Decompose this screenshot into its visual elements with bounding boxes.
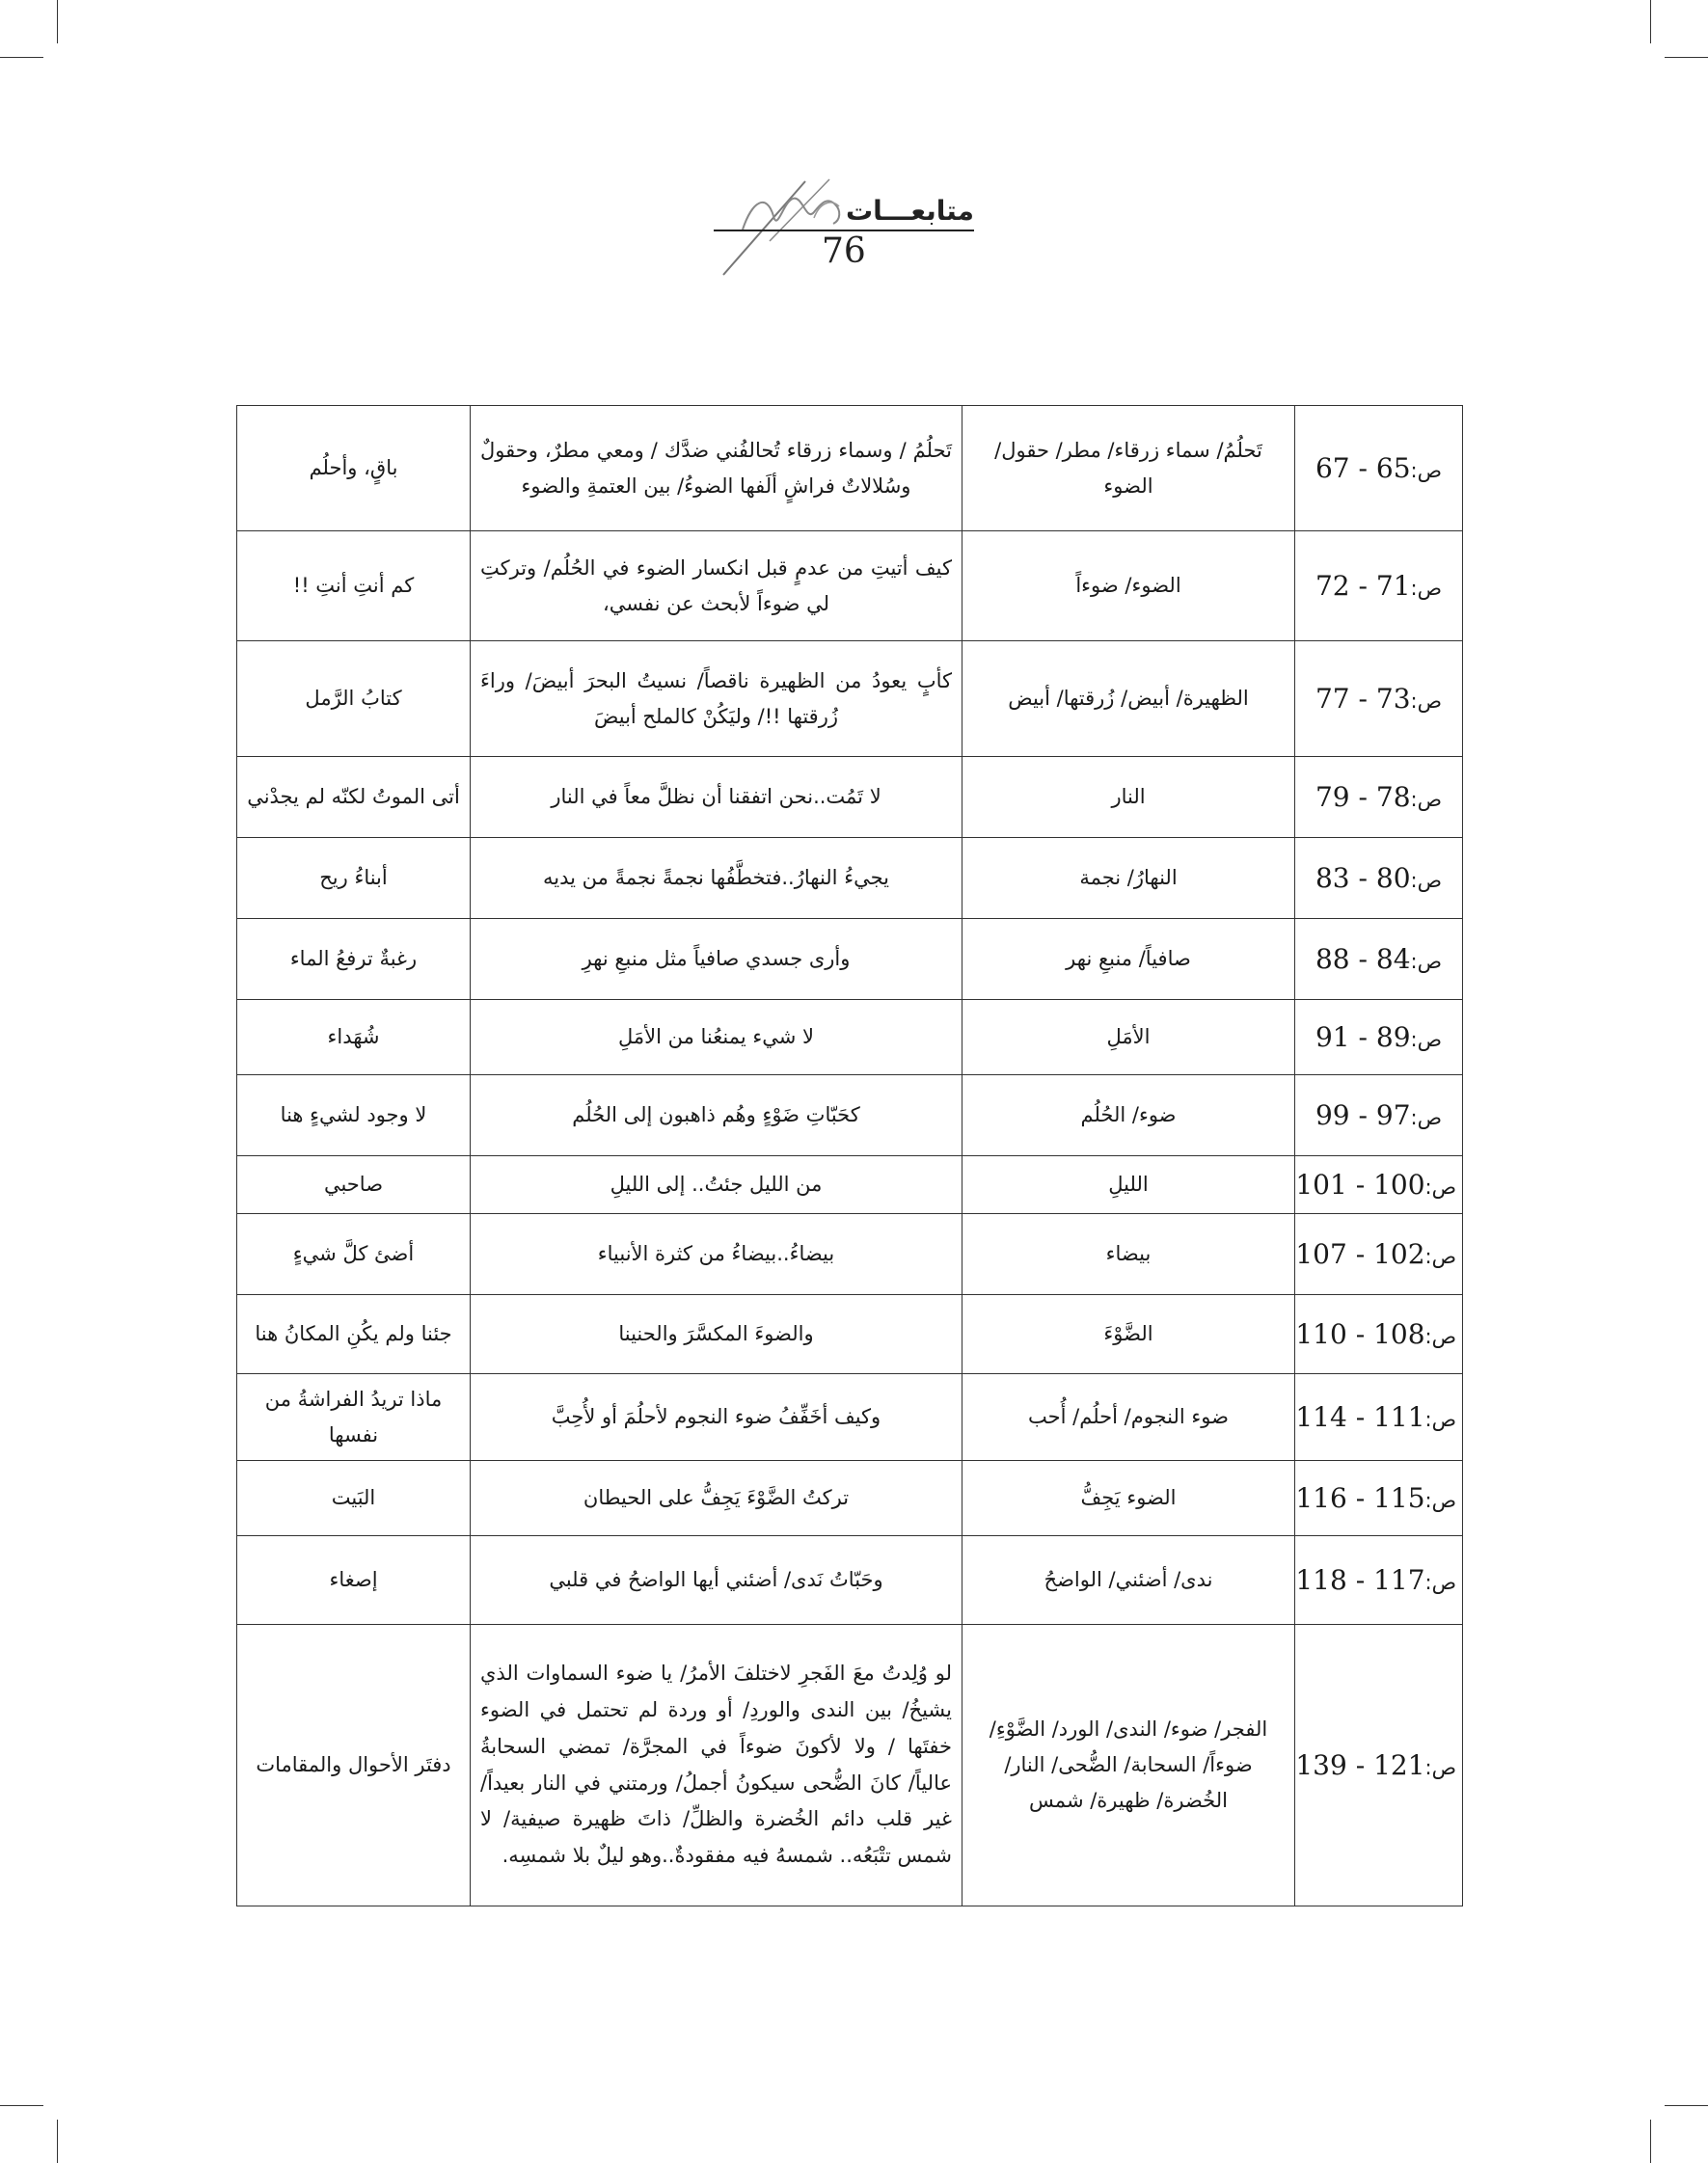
keywords-cell: النار <box>962 757 1295 838</box>
table-row <box>237 1075 1463 1156</box>
table-row <box>237 531 1463 641</box>
table-row <box>237 838 1463 919</box>
table-row <box>237 1214 1463 1295</box>
crop-mark <box>1665 57 1708 58</box>
quote-cell: تَحلُمُ / وسماء زرقاء تُحالفُني ضدَّك / ومعي مطرٌ، وحقولٌ وسُلالاتٌ فراشٍ ألَفها الضوءُ/ بين العتمةِ والضوء <box>471 406 962 531</box>
table-row <box>237 1536 1463 1625</box>
keywords-cell: بيضاء <box>962 1214 1295 1295</box>
quote-cell: كيف أتيتِ من عدمٍ قبل انكسار الضوء في الحُلُم/ وتركتِ لي ضوءاً لأبحث عن نفسي، <box>471 531 962 641</box>
page-prefix: ص: <box>1410 1106 1442 1129</box>
page-prefix: ص: <box>1410 950 1442 973</box>
quote-cell: بيضاءُ..بيضاءُ من كثرة الأنبياء <box>471 1214 962 1295</box>
page-number: 76 <box>822 231 866 271</box>
poem-title-cell: أبناءُ ريح <box>237 838 471 919</box>
crop-mark <box>57 0 58 43</box>
page-range: 100 - 101 <box>1295 1169 1425 1201</box>
keywords-cell: ندى/ أضئني/ الواضحُ <box>962 1536 1295 1625</box>
poem-title-cell: كتابُ الرَّمل <box>237 641 471 757</box>
page-prefix: ص: <box>1424 1408 1456 1431</box>
quote-cell: يجيءُ النهارُ..فتخطَّفُها نجمةً نجمةً من يديه <box>471 838 962 919</box>
poems-table <box>236 405 1463 1906</box>
quote-cell: كحَبّاتِ ضَوْءٍ وهُم ذاهبون إلى الحُلُم <box>471 1075 962 1156</box>
poem-title-cell: دفتَر الأحوال والمقامات <box>237 1625 471 1906</box>
quote-cell: من الليل جئتُ.. إلى الليلِ <box>471 1156 962 1214</box>
poem-title-cell: لا وجود لشيءٍ هنا <box>237 1075 471 1156</box>
poem-title-cell: كم أنتِ أنتِ !! <box>237 531 471 641</box>
keywords-cell: ضوء النجوم/ أحلُم/ أُحب <box>962 1374 1295 1461</box>
keywords-cell: الضوء/ ضوءاً <box>962 531 1295 641</box>
crop-mark <box>1665 2105 1708 2106</box>
pages-cell <box>1295 919 1463 1000</box>
page-prefix: ص: <box>1424 1489 1456 1512</box>
keywords-cell: الضَّوْءَ <box>962 1295 1295 1374</box>
keywords-cell: النهارُ/ نجمة <box>962 838 1295 919</box>
page-prefix: ص: <box>1424 1245 1456 1268</box>
page-prefix: ص: <box>1410 1028 1442 1051</box>
poem-title-cell: شُهَداء <box>237 1000 471 1075</box>
page-range: 65 - 67 <box>1315 452 1411 484</box>
table-row <box>237 1374 1463 1461</box>
crop-mark <box>1650 2120 1651 2163</box>
quote-cell: لو وُلِدتُ معَ الفَجرِ لاختلفَ الأمرُ/ يا ضوء السماوات الذي يشيخُ/ بين الندى والوردِ/ أو وردة لم تحتمل في الضوء خفتَها / ولا لأكونَ ضوءاً في المجرَّة/ تمضي السحابةُ عالياً/ كانَ الضُّحى سيكونُ أجملُ/ ورمتني في النار بعيداً/ غير قلب دائم الخُضرة والظلِّ/ ذاتَ ظهيرة صيفية/ لا شمس تتْبَعُه.. شمسهُ فيه مفقودةٌ..وهو ليلٌ بلا شمسِه. <box>471 1625 962 1906</box>
page-range: 71 - 72 <box>1315 570 1411 602</box>
quote-cell: وكيف أخَفِّفُ ضوء النجوم لأحلُمَ أو لأُحِبَّ <box>471 1374 962 1461</box>
keywords-cell: الأمَلِ <box>962 1000 1295 1075</box>
crop-mark <box>0 2105 43 2106</box>
section-title: متابعـــات <box>846 195 974 227</box>
crop-mark <box>1650 0 1651 43</box>
page-range: 115 - 116 <box>1295 1482 1425 1514</box>
page-prefix: ص: <box>1410 689 1442 713</box>
pages-cell <box>1295 1625 1463 1906</box>
page-prefix: ص: <box>1410 577 1442 600</box>
pages-cell <box>1295 406 1463 531</box>
page-range: 111 - 114 <box>1295 1401 1425 1433</box>
page-prefix: ص: <box>1424 1571 1456 1594</box>
pages-cell <box>1295 1156 1463 1214</box>
page-range: 73 - 77 <box>1315 683 1411 715</box>
table-row <box>237 757 1463 838</box>
poem-title-cell: أتى الموتُ لكنّه لم يجدْني <box>237 757 471 838</box>
poem-title-cell: البَيت <box>237 1461 471 1536</box>
poem-title-cell: رغبةٌ ترفعُ الماء <box>237 919 471 1000</box>
keywords-cell: تَحلُمُ/ سماء زرقاء/ مطر/ حقول/ الضوء <box>962 406 1295 531</box>
keywords-cell: صافياً/ منبعِ نهر <box>962 919 1295 1000</box>
page-prefix: ص: <box>1410 788 1442 811</box>
keywords-cell: ضوء/ الحُلُم <box>962 1075 1295 1156</box>
pages-cell <box>1295 1295 1463 1374</box>
poem-title-cell: باقٍ، وأحلُم <box>237 406 471 531</box>
poem-title-cell: ماذا تريدُ الفراشةُ من نفسها <box>237 1374 471 1461</box>
page-range: 97 - 99 <box>1315 1099 1411 1131</box>
page-prefix: ص: <box>1410 459 1442 482</box>
page-range: 80 - 83 <box>1315 862 1411 894</box>
table-row <box>237 1461 1463 1536</box>
poem-title-cell: صاحبي <box>237 1156 471 1214</box>
quote-cell: وأرى جسدي صافياً مثل منبعِ نهرِ <box>471 919 962 1000</box>
page-prefix: ص: <box>1410 869 1442 892</box>
table-row <box>237 1295 1463 1374</box>
page-prefix: ص: <box>1424 1756 1456 1779</box>
table-row <box>237 641 1463 757</box>
crop-mark <box>57 2120 58 2163</box>
keywords-cell: الليلِ <box>962 1156 1295 1214</box>
page-range: 102 - 107 <box>1295 1238 1425 1270</box>
poem-title-cell: جئنا ولم يكُنِ المكانُ هنا <box>237 1295 471 1374</box>
quote-cell: تركتُ الضَّوْءَ يَجِفُّ على الحيطان <box>471 1461 962 1536</box>
page-prefix: ص: <box>1424 1176 1456 1199</box>
table-row <box>237 406 1463 531</box>
page-range: 78 - 79 <box>1315 781 1411 813</box>
quote-cell: كأبٍ يعودُ من الظهيرة ناقصاً/ نسيتُ البحرَ أبيضَ/ وراءَ زُرقتها !!/ وليَكُنْ كالملح أبيضَ <box>471 641 962 757</box>
keywords-cell: الفجر/ ضوء/ الندى/ الورد/ الضَّوْءِ/ ضوءاً/ السحابة/ الضُّحى/ النار/ الخُضرة/ ظهيرة/ شمس <box>962 1625 1295 1906</box>
crop-mark <box>0 57 43 58</box>
pages-cell <box>1295 1000 1463 1075</box>
poem-title-cell: إصغاء <box>237 1536 471 1625</box>
poem-title-cell: أضئ كلَّ شيءٍ <box>237 1214 471 1295</box>
quote-cell: وحَبّاتُ نَدى/ أضئني أيها الواضحُ في قلبي <box>471 1536 962 1625</box>
pages-cell <box>1295 1075 1463 1156</box>
keywords-cell: الضوء يَجِفُّ <box>962 1461 1295 1536</box>
quote-cell: لا تَمُت..نحن اتفقنا أن نظلَّ معاً في النار <box>471 757 962 838</box>
table-row <box>237 1000 1463 1075</box>
keywords-cell: الظهيرة/ أبيض/ زُرقتها/ أبيض <box>962 641 1295 757</box>
table-body <box>237 406 1463 1906</box>
table-row <box>237 1625 1463 1906</box>
table-row <box>237 919 1463 1000</box>
pages-cell <box>1295 531 1463 641</box>
pages-cell <box>1295 641 1463 757</box>
page-range: 89 - 91 <box>1315 1021 1411 1053</box>
table-row <box>237 1156 1463 1214</box>
page-range: 84 - 88 <box>1315 943 1411 975</box>
pages-cell <box>1295 1374 1463 1461</box>
page-range: 117 - 118 <box>1295 1564 1425 1596</box>
quote-cell: والضوءَ المكسَّرَ والحنينا <box>471 1295 962 1374</box>
pages-cell <box>1295 1536 1463 1625</box>
pages-cell <box>1295 1214 1463 1295</box>
page-header <box>714 174 974 280</box>
pages-cell <box>1295 838 1463 919</box>
pages-cell <box>1295 1461 1463 1536</box>
page-range: 121 - 139 <box>1295 1749 1425 1781</box>
page-range: 108 - 110 <box>1295 1318 1425 1350</box>
quote-cell: لا شيء يمنعُنا من الأمَلِ <box>471 1000 962 1075</box>
pages-cell <box>1295 757 1463 838</box>
page-prefix: ص: <box>1424 1325 1456 1348</box>
